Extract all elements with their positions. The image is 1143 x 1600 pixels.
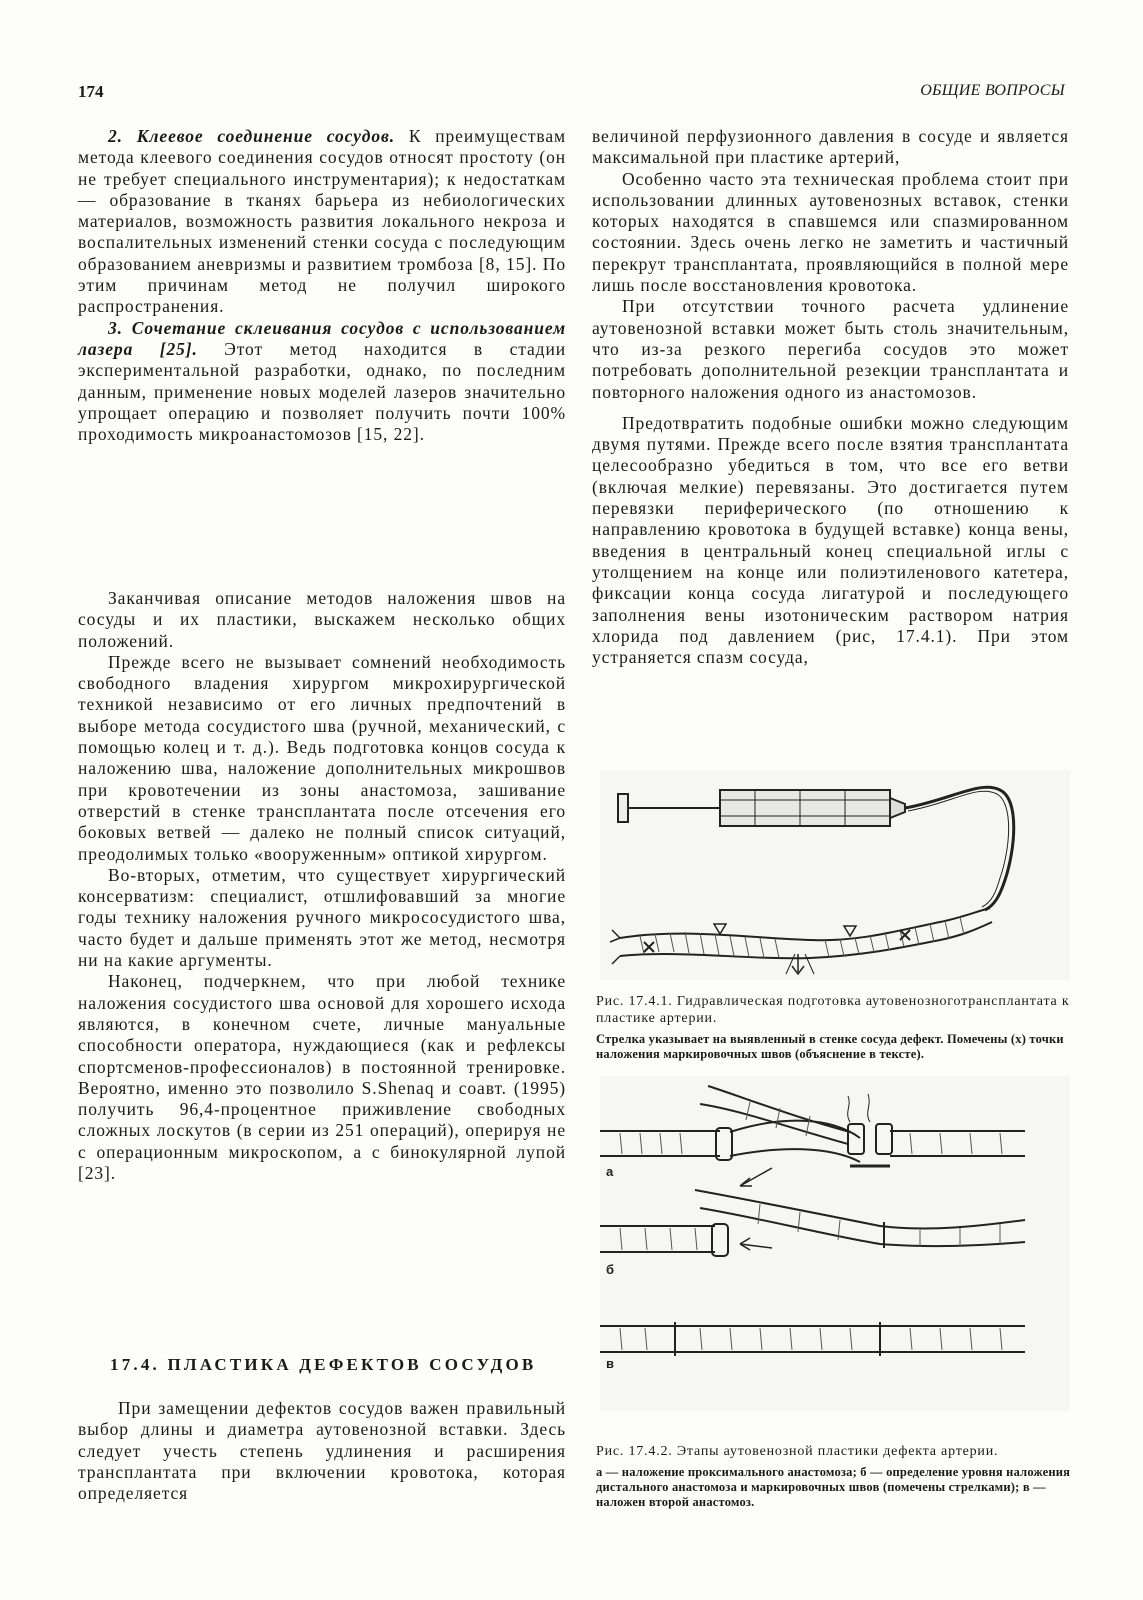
paragraph-laser-method: 3. Сочетание склеивания сосудов с использованием лазера [25]. Этот метод находится в стадии экспериментальной разработки, однако, по последним данным, применение новых моделей лазеров значительно упрощает операцию и позволяет получить почти 100% проходимость микроанастомозов [15, 22].: [78, 317, 567, 445]
stage-a-label: а: [606, 1164, 614, 1179]
paragraph-continuation: величиной перфузионного давления в сосуде и является максимальной при пластике артерий,: [592, 126, 1069, 168]
syringe-vein-illustration: [600, 770, 1070, 980]
running-head: ОБЩИЕ ВОПРОСЫ: [920, 82, 1065, 99]
figure-autovenous-plastic-stages: [600, 1076, 1070, 1411]
figure2-caption: Рис. 17.4.2. Этапы аутовенозной пластики дефекта артерии.: [596, 1444, 999, 1459]
paragraph-glue-method: 2. Клеевое соединение сосудов. К преимуществам метода клеевого соединения сосудов относят простоту (он не требует специального инструментария); к недостаткам — образование в тканях барьера из небиологических материалов, возможность развития локального некроза и воспалительных изменений стенки сосуда с последующим образованием аневризмы и развитием тромбоза [8, 15]. По этим причинам метод не получил широкого распространения.: [78, 126, 566, 317]
left-column-bottom: [78, 1398, 566, 1504]
stage-b-label: б: [606, 1262, 615, 1277]
autovenous-stages-illustration: [600, 1076, 1070, 1411]
figure2-note: а — наложение проксимального анастомоза; б — определение уровня наложения дистального анастомоза и маркировочных швов (помечены стрелками); в — наложен второй анастомоз.: [596, 1465, 1071, 1509]
paragraph-defect-plastic: При замещении дефектов сосудов важен правильный выбор длины и диаметра аутовенозной вставки. Здесь следует учесть степень удлинения и расширения трансплантата при включении кровотока, которая определяется: [78, 1398, 566, 1504]
right-column: [592, 126, 1069, 668]
page-number: 174: [78, 82, 104, 101]
paragraph-third-point: Наконец, подчеркнем, что при любой технике наложения сосудистого шва основой для хорошего исхода являются, в конечном счете, личные мануальные способности оператора, нуждающиеся (как и рефлексы спортсменов-профессионалов) в постоянной тренировке. Вероятно, именно это позволило S.Shenaq и соавт. (1995) получить 96,4-процентное приживление свободных сложных лоскутов (в серии из 251 операций), оперируя не с операционным микроскопом, а с бинокулярной лупой [23].: [78, 971, 566, 1184]
paragraph-elongation: При отсутствии точного расчета удлинение аутовенозной вставки может быть столь значительным, что из-за резкого перегиба сосудов это может потребовать дополнительной резекции трансплантата и повторного наложения одного из анастомозов.: [592, 296, 1069, 402]
left-column-top: [78, 126, 566, 445]
section-title: 17.4. ПЛАСТИКА ДЕФЕКТОВ СОСУДОВ: [110, 1355, 537, 1374]
paragraph-prevention: Предотвратить подобные ошибки можно следующим двумя путями. Прежде всего после взятия трансплантата целесообразно убедиться в том, что все его ветви (включая мелкие) перевязаны. Это достигается путем перевязки периферического (по отношению к направлению кровотока в будущей вставке) конца вены, введения в центральный конец специальной иглы с утолщением на конце или полиэтиленового катетера, фиксации конца сосуда лигатурой и последующего заполнения вены изотоническим раствором натрия хлорида под давлением (рис, 17.4.1). При этом устраняется спазм сосуда,: [592, 412, 1069, 668]
paragraph-first-point: Прежде всего не вызывает сомнений необходимость свободного владения хирургом микрохирургической техникой независимо от его личных предпочтений в выборе метода сосудистого шва (ручной, механический, с помощью колец и т. д.). Ведь подготовка концов сосуда к наложению шва, наложение дополнительных микрошвов при кровотечении из зоны анастомоза, зашивание отверстий в стенке трансплантата после отсечения его боковых ветвей — далеко не полный список ситуаций, преодолимых только «вооруженным» оптикой хирургом.: [78, 651, 566, 864]
stage-c-label: в: [606, 1356, 614, 1371]
paragraph-second-point: Во-вторых, отметим, что существует хирургический консерватизм: специалист, отшлифовавший за многие годы технику наложения ручного микрососудистого шва, часто будет и дальше применять этот же метод, несмотря ни на какие аргументы.: [78, 864, 566, 971]
paragraph-long-grafts: Особенно часто эта техническая проблема стоит при использовании длинных аутовенозных вставок, стенки которых находятся в спавшемся или спазмированном состоянии. Здесь очень легко не заметить и частичный перекрут трансплантата, проявляющийся в полной мере лишь после восстановления кровотока.: [592, 168, 1069, 296]
left-column-middle: [78, 588, 566, 1184]
figure1-caption: Рис. 17.4.1. Гидравлическая подготовка аутовенозноготрансплантата к пластике артерии.: [596, 994, 1070, 1026]
figure1-note: Стрелка указывает на выявленный в стенке сосуда дефект. Помечены (х) точки наложения маркировочных швов (объяснение в тексте).: [596, 1032, 1064, 1061]
paragraph-summary-intro: Заканчивая описание методов наложения швов на сосуды и их пластики, выскажем несколько общих положений.: [78, 588, 566, 651]
figure-hydraulic-preparation: [600, 770, 1070, 980]
